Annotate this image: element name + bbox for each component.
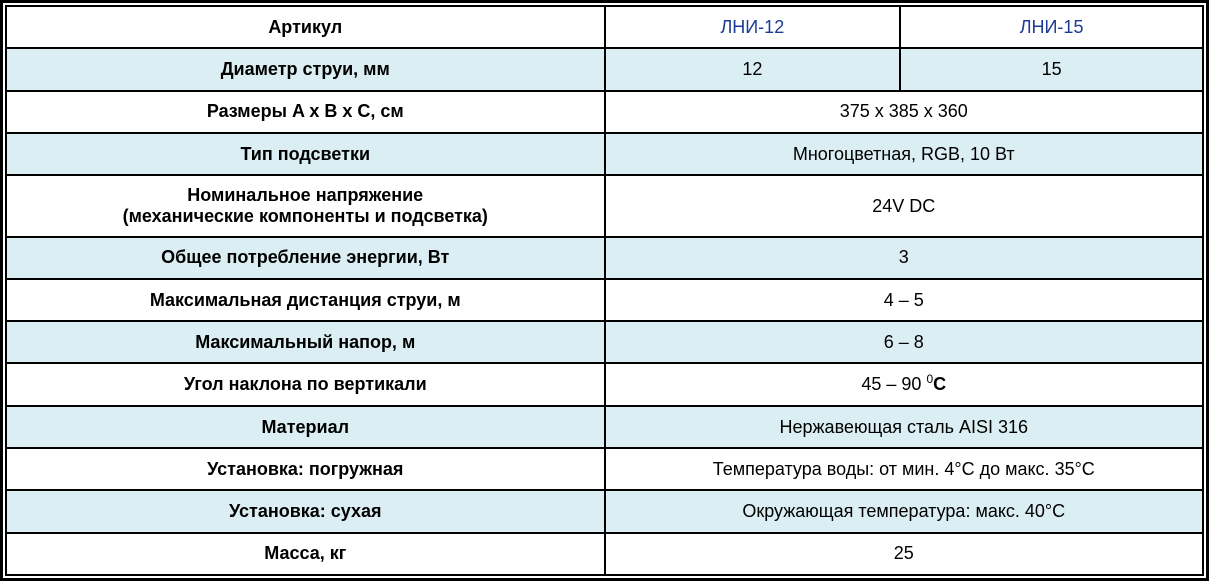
row-jet-diameter: [6, 48, 1203, 90]
max-jet-distance-value: 4 – 5: [605, 279, 1204, 321]
row-installation-dry: [6, 490, 1203, 532]
row-label-max-jet-distance: Максимальная дистанция струи, м: [6, 279, 605, 321]
installation-submersible-value: Температура воды: от мин. 4°С до макс. 35°С: [605, 448, 1204, 490]
row-label-mass: Масса, кг: [6, 533, 605, 575]
row-label-max-head: Максимальный напор, м: [6, 321, 605, 363]
row-label-jet-diameter: Диаметр струи, мм: [6, 48, 605, 90]
tilt-angle-range: 45 – 90: [861, 374, 927, 395]
row-label-vertical-tilt-angle: Угол наклона по вертикали: [6, 363, 605, 405]
row-installation-submersible: [6, 448, 1203, 490]
row-label-light-type: Тип подсветки: [6, 133, 605, 175]
light-type-value: Многоцветная, RGB, 10 Вт: [605, 133, 1204, 175]
row-label-material: Материал: [6, 406, 605, 448]
row-vertical-tilt-angle: [6, 363, 1203, 405]
max-head-value: 6 – 8: [605, 321, 1204, 363]
row-power-consumption: [6, 237, 1203, 279]
row-label-installation-dry: Установка: сухая: [6, 490, 605, 532]
row-label-installation-submersible: Установка: погружная: [6, 448, 605, 490]
power-consumption-value: 3: [605, 237, 1204, 279]
spec-table: [5, 5, 1204, 576]
row-label-article: Артикул: [6, 6, 605, 48]
nominal-voltage-value: 24V DC: [605, 175, 1204, 236]
row-nominal-voltage: [6, 175, 1203, 236]
article-value-lni-15: ЛНИ-15: [900, 6, 1203, 48]
mass-value: 25: [605, 533, 1204, 575]
row-dimensions: [6, 91, 1203, 133]
jet-diameter-value-lni-15: 15: [900, 48, 1203, 90]
jet-diameter-value-lni-12: 12: [605, 48, 901, 90]
row-label-power-consumption: Общее потребление энергии, Вт: [6, 237, 605, 279]
article-value-lni-12: ЛНИ-12: [605, 6, 901, 48]
row-article: [6, 6, 1203, 48]
row-material: [6, 406, 1203, 448]
vertical-tilt-angle-value: [605, 363, 1204, 405]
row-max-jet-distance: [6, 279, 1203, 321]
row-mass: [6, 533, 1203, 575]
row-light-type: [6, 133, 1203, 175]
dimensions-value: 375 x 385 x 360: [605, 91, 1204, 133]
material-value: Нержавеющая сталь AISI 316: [605, 406, 1204, 448]
row-label-dimensions: Размеры A x B x C, см: [6, 91, 605, 133]
installation-dry-value: Окружающая температура: макс. 40°С: [605, 490, 1204, 532]
row-label-nominal-voltage: [6, 175, 605, 236]
nominal-voltage-label-line1: Номинальное напряжение: [187, 185, 424, 206]
nominal-voltage-label-line2: (механические компоненты и подсветка): [122, 205, 488, 226]
tilt-angle-degree-unit: С: [933, 374, 947, 395]
row-max-head: [6, 321, 1203, 363]
tilt-angle-degree-sup: 0: [926, 372, 934, 387]
